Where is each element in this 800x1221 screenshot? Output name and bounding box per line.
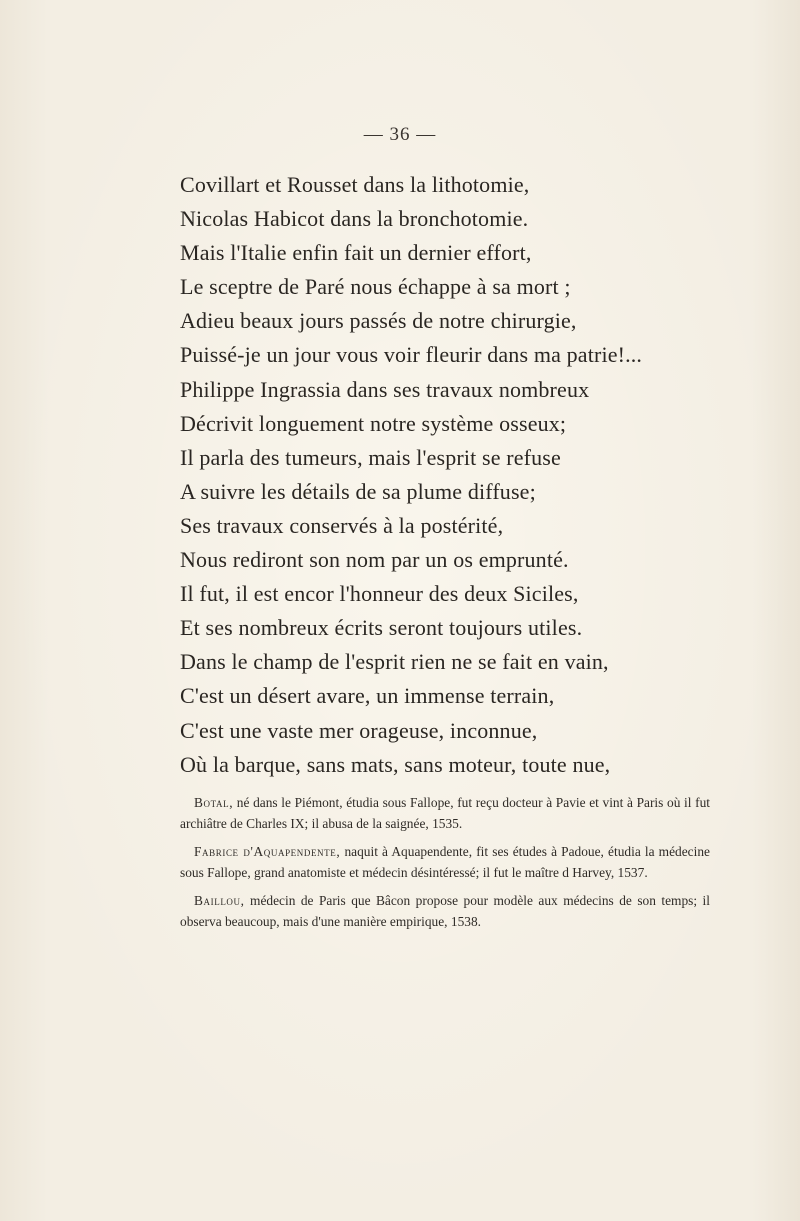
verse-line: Ses travaux conservés à la postérité, [180, 512, 504, 538]
verse-line: Mais l'Italie enfin fait un dernier effort, [180, 240, 532, 266]
verse-line: Philippe Ingrassia dans ses travaux nombreux [180, 376, 590, 402]
footnote-name: Baillou, [194, 893, 245, 909]
page-number: — 36 — [363, 124, 437, 145]
footnote-baillou [180, 891, 710, 932]
verse-line: Le sceptre de Paré nous échappe à sa mort ; [180, 274, 571, 300]
verse-line: Dans le champ de l'esprit rien ne se fait en vain, [180, 649, 609, 675]
verse-line: A suivre les détails de sa plume diffuse; [180, 478, 536, 504]
footnote-fabrice [180, 842, 710, 883]
verse-line: Adieu beaux jours passés de notre chirurgie, [180, 308, 577, 334]
verse-line: C'est une vaste mer orageuse, inconnue, [180, 717, 538, 743]
footnote-botal [180, 793, 710, 834]
footnote-name: Botal, [194, 795, 234, 810]
footnote-text: médecin de Paris que Bâcon propose pour modèle aux médecins de son temps; il observa beaucoup, mais d'une manière empirique, 1538. [180, 893, 710, 929]
verse-line: Où la barque, sans mats, sans moteur, toute nue, [180, 751, 611, 777]
verse-line: C'est un désert avare, un immense terrain, [180, 683, 555, 709]
verse-line: Puissé-je un jour vous voir fleurir dans ma patrie!... [180, 342, 643, 368]
footnote-text: naquit à Aquapendente, fit ses études à Padoue, étudia la médecine sous Fallope, grand anatomiste et médecin désintéressé; il fut le maître d Harvey, 1537. [180, 844, 710, 880]
verse-line: Décrivit longuement notre système osseux; [180, 410, 567, 436]
footnotes [180, 793, 710, 941]
verse-line: Nous rediront son nom par un os emprunté. [180, 547, 569, 573]
footnote-name: Fabrice d'Aquapendente, [194, 844, 341, 860]
verse-line: Il parla des tumeurs, mais l'esprit se refuse [180, 444, 561, 470]
footnote-text: né dans le Piémont, étudia sous Fallope, fut reçu docteur à Pavie et vint à Paris où il fut archiâtre de Charles IX; il abusa de la saignée, 1535. [180, 795, 710, 831]
verse-line: Covillart et Rousset dans la lithotomie, [180, 172, 530, 197]
verse-line: Nicolas Habicot dans la bronchotomie. [180, 206, 529, 232]
verse-line: Il fut, il est encor l'honneur des deux Siciles, [180, 581, 579, 607]
verse-block [180, 168, 700, 782]
verse-line: Et ses nombreux écrits seront toujours utiles. [180, 615, 583, 641]
